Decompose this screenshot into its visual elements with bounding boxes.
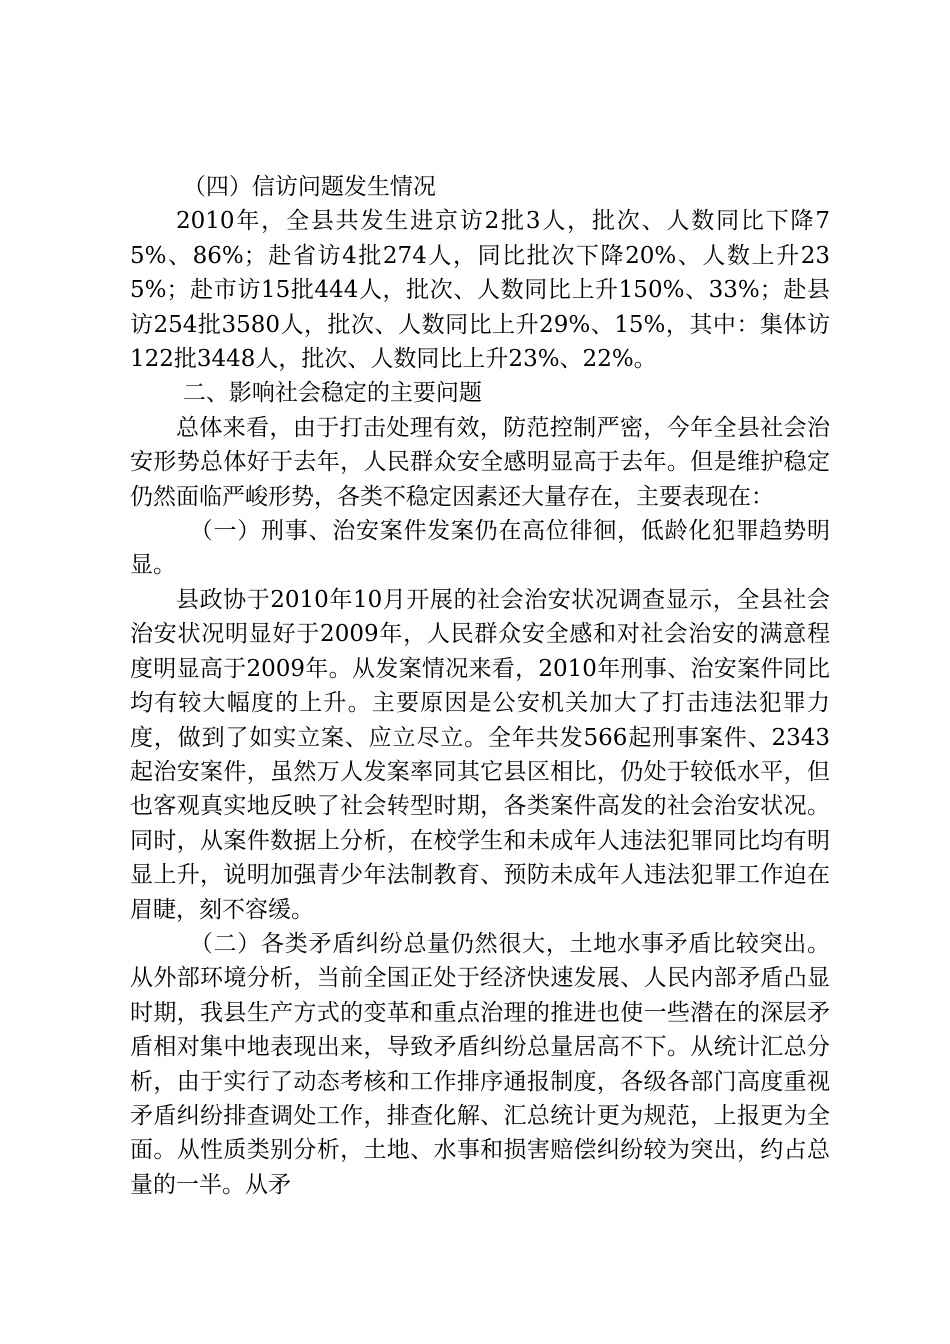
paragraph-overview: 总体来看，由于打击处理有效，防范控制严密，今年全县社会治安形势总体好于去年，人民群众安全感明显高于去年。但是维护稳定仍然面临严峻形势，各类不稳定因素还大量存在，主要表现在： <box>130 414 830 510</box>
subheading-criminal-cases: （一）刑事、治安案件发案仍在高位徘徊，低龄化犯罪趋势明显。 <box>130 518 830 579</box>
document-body <box>130 170 830 1202</box>
section-heading-main-issues: 二、影响社会稳定的主要问题 <box>182 380 482 407</box>
paragraph-petition-stats: 2010年，全县共发生进京访2批3人，批次、人数同比下降75%、86%；赴省访4批274人，同比批次下降20%、人数上升235%；赴市访15批444人，批次、人数同比上升150%、33%；赴县访254批3580人，批次、人数同比上升29%、15%，其中：集体访122批3448人，批次、人数同比上升23%、22%。 <box>130 208 830 373</box>
paragraph-disputes: （二）各类矛盾纠纷总量仍然很大，土地水事矛盾比较突出。从外部环境分析，当前全国正处于经济快速发展、人民内部矛盾凸显时期，我县生产方式的变革和重点治理的推进也使一些潜在的深层矛盾相对集中地表现出来，导致矛盾纠纷总量居高不下。从统计汇总分析，由于实行了动态考核和工作排序通报制度，各级各部门高度重视矛盾纠纷排查调处工作，排查化解、汇总统计更为规范，上报更为全面。从性质类别分析，土地、水事和损害赔偿纠纷较为突出，约占总量的一半。从矛 <box>130 930 830 1198</box>
section-heading-petition: （四）信访问题发生情况 <box>182 174 436 200</box>
paragraph-criminal-cases: 县政协于2010年10月开展的社会治安状况调查显示，全县社会治安状况明显好于2009年，人民群众安全感和对社会治安的满意程度明显高于2009年。从发案情况来看，2010年刑事、治安案件同比均有较大幅度的上升。主要原因是公安机关加大了打击违法犯罪力度，做到了如实立案、应立尽立。全年共发566起刑事案件、2343起治安案件，虽然万人发案率同其它县区相比，仍处于较低水平，但也客观真实地反映了社会转型时期，各类案件高发的社会治安状况。同时，从案件数据上分析，在校学生和未成年人违法犯罪同比均有明显上升，说明加强青少年法制教育、预防未成年人违法犯罪工作迫在眉睫，刻不容缓。 <box>130 586 830 923</box>
